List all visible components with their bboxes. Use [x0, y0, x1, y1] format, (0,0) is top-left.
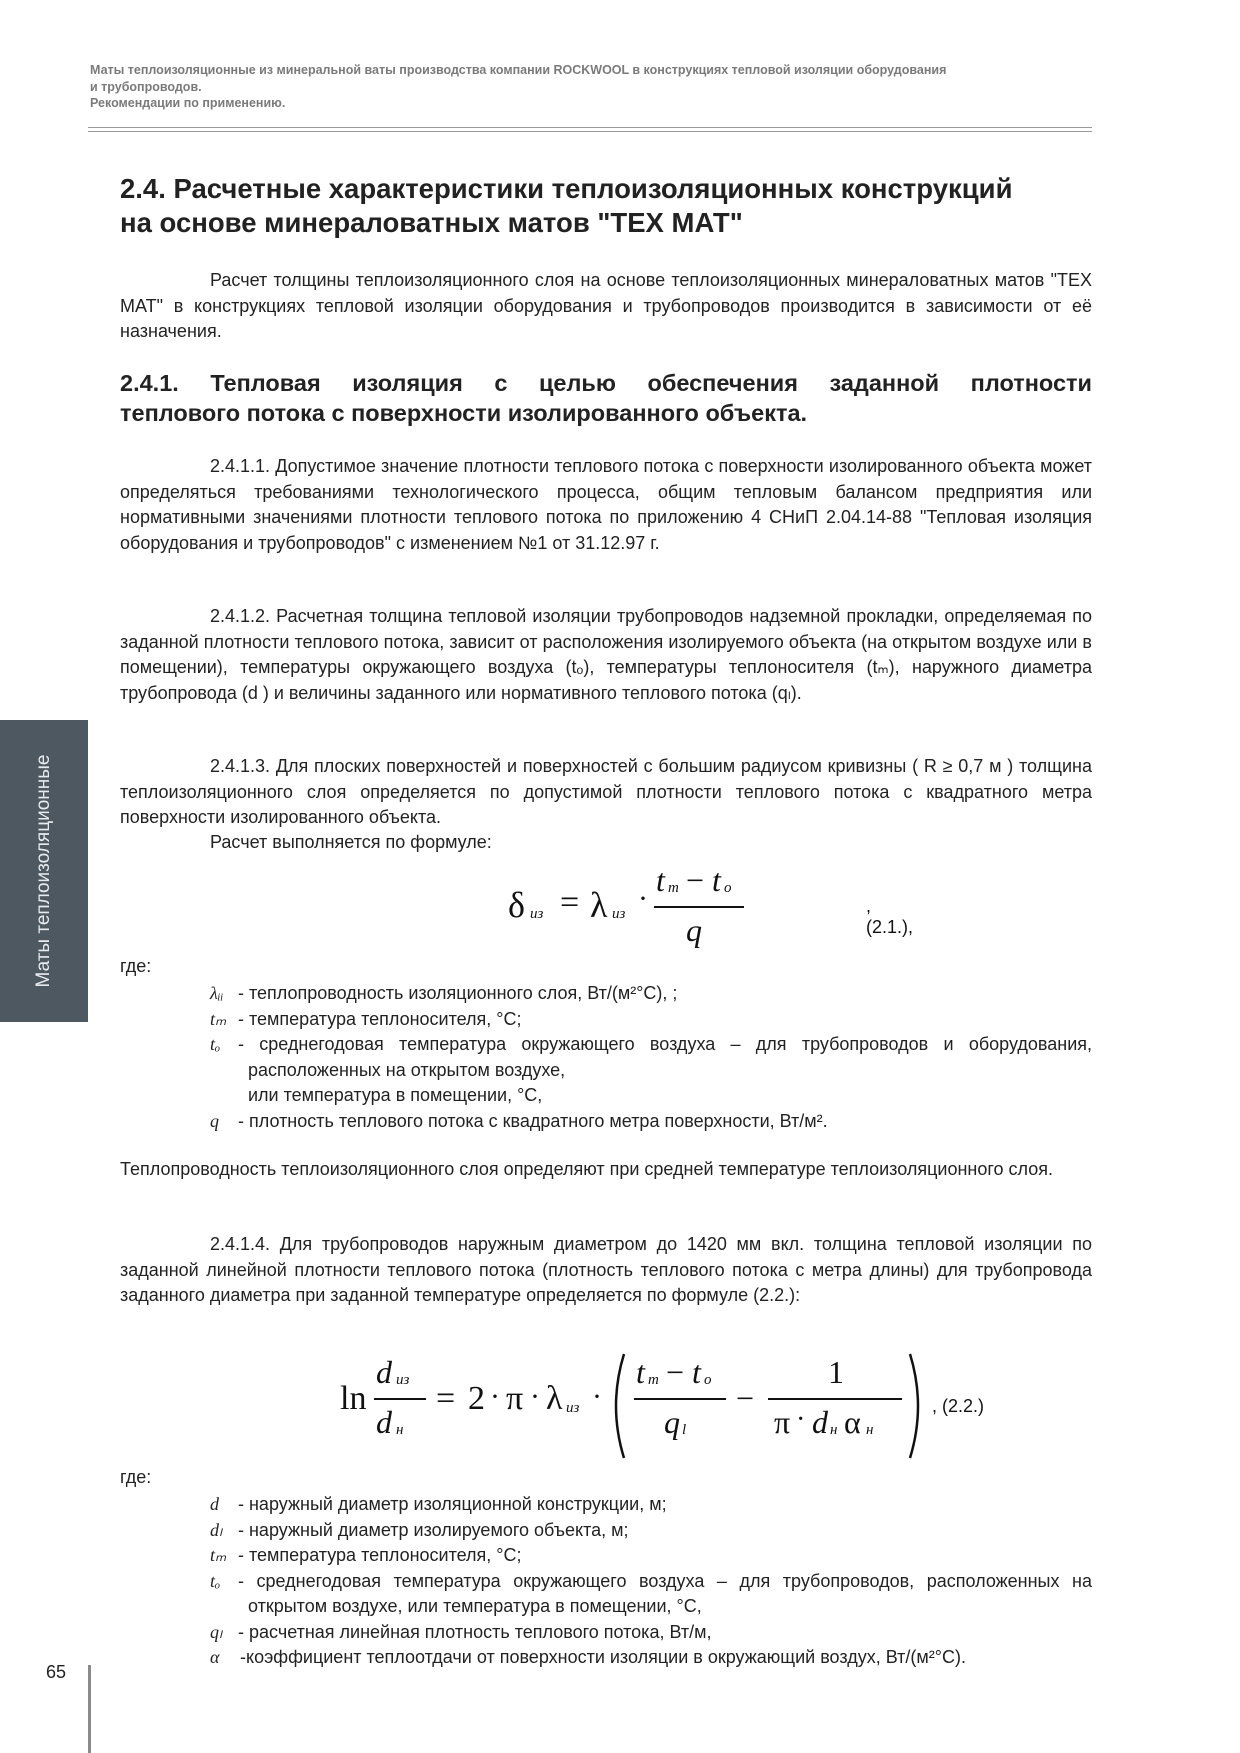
f2-dot-2: ·: [530, 1380, 540, 1413]
paragraph-2-4-1-1: 2.4.1.1. Допустимое значение плотности теплового потока с поверхности изолированного объекта может определяться требованиями технологического процесса, общим тепловым балансом предприятия или нормативными значениями плотности теплового потока по приложению 4 СНиП 2.04.14-88 "Тепловая изоляция оборудования и трубопроводов" с изменением №1 от 31.12.97 г.: [120, 456, 1092, 553]
header-line-3: Рекомендации по применению.: [90, 96, 286, 110]
f2-pi-2: π: [774, 1404, 791, 1440]
def1-to: tₒ - среднегодовая температура окружающего воздуха – для трубопроводов и оборудования, расположенных на открытом воздухе,: [210, 1034, 1092, 1080]
side-tab-label: Маты теплоизоляционные: [33, 754, 54, 988]
f2-pi: π: [506, 1380, 524, 1417]
f1-t-o-sub: o: [724, 880, 732, 896]
def2-ql: qₗ - расчетная линейная плотность теплового потока, Вт/м,: [210, 1621, 712, 1642]
formula-intro: Расчет выполняется по формуле:: [210, 832, 492, 852]
f1-delta: δ: [508, 885, 525, 925]
definitions-1: [120, 981, 1092, 1134]
f2-dot-3: ·: [592, 1380, 602, 1413]
subsection-title: [120, 368, 1092, 428]
header-line-1: Маты теплоизоляционные из минеральной ваты производства компании ROCKWOOL в конструкциях тепловой изоляции оборудования: [90, 63, 947, 77]
def1-tm: tₘ - температура теплоносителя, °С;: [210, 1008, 522, 1029]
f1-q: q: [686, 912, 702, 948]
f2-left-paren: [604, 1352, 628, 1460]
f2-d-iz: d: [376, 1354, 392, 1390]
f1-t-m: t: [656, 862, 665, 898]
f2-fraction-bar-2: [768, 1398, 902, 1400]
f2-q-l-sub: l: [682, 1422, 687, 1438]
f2-d-n-2: d: [812, 1404, 828, 1440]
page-number: 65: [46, 1662, 67, 1682]
f1-t-o: t: [712, 862, 721, 898]
header-line-2: и трубопроводов.: [90, 79, 202, 94]
def2-dl: dₗ - наружный диаметр изолируемого объекта, м;: [210, 1519, 629, 1540]
f1-lambda: λ: [590, 885, 608, 925]
section-title: [120, 172, 1092, 240]
def1-lambda-symbol: λᵢᵢ: [210, 983, 224, 1003]
paragraph-conductivity: Теплопроводность теплоизоляционного слоя определяют при средней температуре теплоизоляционного слоя.: [120, 1159, 1054, 1179]
def1-lambda: λᵢᵢ - теплопроводность изоляционного слоя, Вт/(м²°С), ;: [120, 981, 1092, 1007]
paragraph-2-4-1-3: 2.4.1.3. Для плоских поверхностей и поверхностей с большим радиусом кривизны ( R ≥ 0,7 м ) толщина теплоизоляционного слоя определяется по допустимой плотности теплового потока с квадратного метра поверхности изолированного объекта.: [120, 756, 1092, 827]
f2-dot-4: ·: [796, 1404, 806, 1435]
definitions-2: [120, 1492, 1092, 1671]
f2-d-n: d: [376, 1404, 392, 1440]
f1-lambda-sub: из: [612, 906, 626, 922]
f1-fraction-bar: [654, 906, 744, 908]
def1-q: q - плотность теплового потока с квадратного метра поверхности, Вт/м².: [210, 1110, 828, 1131]
f1-equals: =: [560, 884, 580, 921]
f2-fraction-bar-1: [634, 1398, 726, 1400]
where-label-2: где:: [120, 1467, 152, 1487]
f2-t-o-sub: o: [704, 1372, 712, 1388]
formula-2-2-number: , (2.2.): [932, 1396, 985, 1416]
f2-two: 2: [468, 1380, 485, 1417]
f1-delta-sub: из: [530, 906, 544, 922]
f2-lambda-sub: из: [566, 1400, 580, 1416]
f2-t-m: t: [636, 1354, 645, 1390]
formula-2-1-number: , (2.1.),: [866, 896, 914, 937]
f2-t-m-sub: m: [648, 1372, 659, 1388]
running-header: [90, 62, 1092, 112]
paragraph-2-4-1-2: 2.4.1.2. Расчетная толщина тепловой изоляции трубопроводов надземной прокладки, определяемая по заданной плотности теплового потока, зависит от расположения изолируемого объекта (на открытом воздухе или в помещении), температуры окружающего воздуха (tₒ), температуры теплоносителя (tₘ), наружного диаметра трубопровода (d ) и величины заданного или нормативного теплового потока (qₗ).: [120, 606, 1092, 703]
f2-d-n-2-sub: н: [830, 1422, 838, 1438]
f2-q-l: q: [664, 1404, 680, 1440]
page-rule: [88, 1665, 91, 1753]
f1-t-m-sub: m: [668, 880, 679, 896]
f2-d-n-sub: н: [396, 1422, 404, 1438]
formula-2-1: [508, 862, 914, 952]
f2-minus-1: −: [666, 1354, 685, 1390]
f2-equals: =: [436, 1380, 456, 1417]
formula-2-2: [340, 1352, 1100, 1462]
side-tab: [0, 720, 88, 1022]
section-title-line-1: 2.4. Расчетные характеристики теплоизоляционных конструкций: [120, 173, 1013, 204]
f2-t-o: t: [692, 1354, 701, 1390]
subsection-title-line-2: теплового потока с поверхности изолированного объекта.: [120, 400, 808, 426]
def2-d: d - наружный диаметр изоляционной конструкции, м;: [210, 1494, 667, 1514]
subsection-title-line-1: 2.4.1. Тепловая изоляция с целью обеспечения заданной плотности: [120, 370, 1092, 396]
f2-ratio-bar: [374, 1398, 426, 1400]
f2-alpha-sub: н: [866, 1422, 874, 1438]
f2-minus-2: −: [736, 1380, 755, 1416]
header-rule: [88, 127, 1092, 132]
f1-minus: −: [686, 862, 705, 898]
section-title-line-2: на основе минераловатных матов "ТЕХ МАТ": [120, 207, 743, 238]
f2-lambda: λ: [546, 1380, 563, 1417]
intro-paragraph: Расчет толщины теплоизоляционного слоя на основе теплоизоляционных минераловатных матов "ТЕХ МАТ" в конструкциях тепловой изоляции оборудования и трубопроводов производится в зависимости от её назначения.: [120, 270, 1092, 341]
def2-alpha: α -коэффициент теплоотдачи от поверхности изоляции в окружающий воздух, Вт/(м²°С).: [210, 1647, 966, 1667]
f2-ln: ln: [340, 1380, 367, 1417]
f2-one: 1: [828, 1354, 844, 1390]
f2-d-iz-sub: из: [396, 1372, 410, 1388]
f2-right-paren: [906, 1352, 930, 1460]
def2-to: tₒ - среднегодовая температура окружающего воздуха – для трубопроводов, расположенных на открытом воздухе, или температура в помещении, °С,: [210, 1570, 1092, 1616]
f2-dot-1: ·: [490, 1380, 500, 1413]
where-label-1: где:: [120, 956, 152, 976]
def1-to-cont: или температура в помещении, °С,: [248, 1085, 543, 1105]
f1-dot: ·: [638, 882, 648, 915]
paragraph-2-4-1-4: 2.4.1.4. Для трубопроводов наружным диаметром до 1420 мм вкл. толщина тепловой изоляции по заданной линейной плотности теплового потока (плотность теплового потока с метра длины) для трубопровода заданного диаметра при заданной температуре определяется по формуле (2.2.):: [120, 1234, 1092, 1305]
f2-alpha: α: [844, 1404, 861, 1440]
def2-tm: tₘ - температура теплоносителя, °С;: [210, 1545, 522, 1565]
